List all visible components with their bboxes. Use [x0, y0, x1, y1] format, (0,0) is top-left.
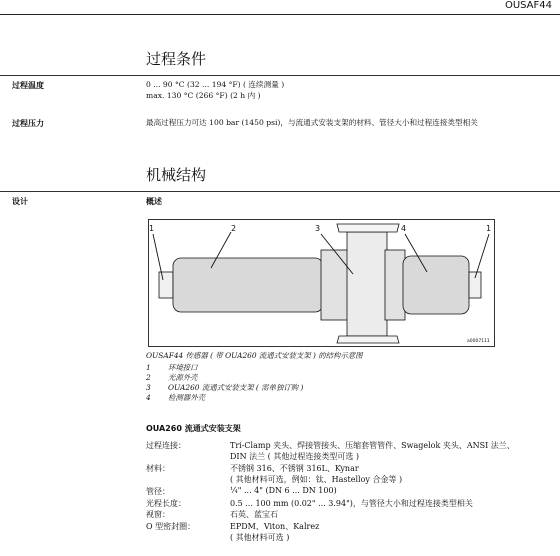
legend-item: 3 OUA260 流通式安装支架 ( 需单独订购 )	[146, 383, 304, 392]
header-divider	[0, 14, 560, 15]
callout-1-right: 1	[486, 224, 492, 233]
callout-1-left: 1	[149, 224, 155, 233]
holder-title: OUA260 流通式安装支架	[146, 424, 241, 433]
label-process-pressure: 过程压力	[12, 119, 44, 128]
flow-holder-body	[347, 232, 387, 336]
callout-4: 4	[401, 224, 407, 233]
legend-item: 1 环境接口	[146, 363, 198, 372]
pressure-value: 最高过程压力可达 100 bar (1450 psi)，与流通式安装支架的材料、管径大小和过程连接类型相关	[146, 118, 478, 127]
temperature-value-line1: 0 ... 90 °C (32 ... 194 °F) ( 连续测量 )	[146, 80, 285, 89]
spec-value-material: 不锈钢 316、不锈钢 316L、Kynar	[230, 464, 359, 473]
spec-value-path-length: 0.5 ... 100 mm (0.02" ... 3.94")，与管径大小和过程连接类型相关	[230, 499, 473, 508]
spec-value-pipe-diameter: ¼" ... 4" (DN 6 ... DN 100)	[230, 486, 337, 495]
section-title-process-conditions: 过程条件	[146, 50, 207, 68]
spec-value-material-2: ( 其他材料可选，例如：钛、Hastelloy 合金等 )	[230, 475, 403, 484]
spec-key-window: 视窗：	[146, 510, 170, 519]
legend-item: 2 光源外壳	[146, 373, 198, 382]
flow-holder-flange-left	[321, 250, 349, 320]
detector-housing	[403, 256, 469, 314]
environment-interface-right	[469, 272, 481, 298]
label-design: 设计	[12, 197, 28, 206]
spec-key-material: 材料：	[146, 464, 170, 473]
section-divider	[0, 75, 560, 76]
spec-value-o-ring: EPDM、Viton、Kalrez	[230, 522, 320, 531]
section-divider	[0, 191, 560, 192]
pipe-clamp-bottom	[337, 336, 399, 343]
spec-key-path-length: 光程长度：	[146, 499, 186, 508]
spec-key-o-ring: O 型密封圈：	[146, 522, 196, 531]
document-header-title: OUSAF44	[504, 0, 552, 11]
legend-item: 4 检测器外壳	[146, 393, 205, 402]
pipe-clamp-top	[337, 224, 399, 232]
sensor-drawing	[149, 220, 494, 346]
section-title-mechanical: 机械结构	[146, 166, 207, 184]
spec-value-window: 石英、蓝宝石	[230, 510, 278, 519]
flow-holder-flange-right	[385, 250, 405, 320]
temperature-value-line2: max. 130 °C (266 °F) (2 h 内 )	[146, 91, 261, 100]
figure-code: a0007111	[467, 339, 490, 344]
callout-2: 2	[231, 224, 237, 233]
label-process-temperature: 过程温度	[12, 81, 44, 90]
label-overview: 概述	[146, 197, 162, 206]
sensor-diagram	[148, 219, 495, 347]
environment-interface-left	[159, 272, 173, 298]
figure-caption: OUSAF44 传感器 ( 带 OUA260 流通式安装支架 ) 的结构示意图	[146, 351, 363, 360]
spec-value-o-ring-2: ( 其他材料可选 )	[230, 533, 290, 542]
light-source-housing	[173, 258, 323, 312]
spec-value-process-connection-2: DIN 法兰 ( 其他过程连接类型可选 )	[230, 452, 359, 461]
spec-key-process-connection: 过程连接：	[146, 441, 186, 450]
spec-key-pipe-diameter: 管径：	[146, 487, 170, 496]
spec-value-process-connection: Tri-Clamp 夹头、焊接管接头、压缩套管管件、Swagelok 夹头、ANSI 法兰、	[230, 441, 515, 450]
callout-3: 3	[315, 224, 321, 233]
